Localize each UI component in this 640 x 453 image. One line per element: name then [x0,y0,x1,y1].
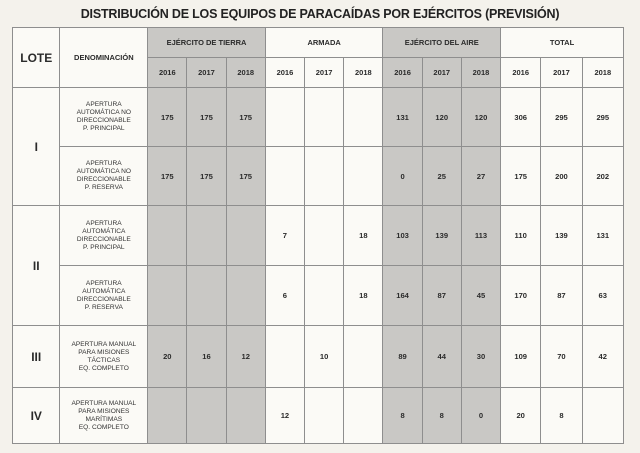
value-cell: 175 [148,147,187,206]
value-cell [305,266,344,326]
value-cell [265,88,304,147]
lote-cell: III [13,326,60,388]
value-cell [305,147,344,206]
value-cell [344,388,383,444]
value-cell: 113 [461,206,500,266]
table-row [13,266,624,326]
table-row [13,88,624,147]
value-cell [344,326,383,388]
value-cell: 139 [541,206,582,266]
value-cell: 200 [541,147,582,206]
denominacion-cell: APERTURA MANUAL PARA MISIONES TÁCTICAS EQ. COMPLETO [60,326,148,388]
year-header: 2018 [582,58,623,88]
header-ejercito-aire: EJÉRCITO DEL AIRE [383,28,501,58]
value-cell: 202 [582,147,623,206]
value-cell [226,388,265,444]
year-header: 2016 [148,58,187,88]
distribution-table [12,27,624,444]
value-cell: 295 [582,88,623,147]
value-cell: 42 [582,326,623,388]
value-cell: 175 [226,147,265,206]
denominacion-cell: APERTURA AUTOMÁTICA DIRECCIONABLE P. PRINCIPAL [60,206,148,266]
year-header: 2016 [265,58,304,88]
denominacion-cell: APERTURA AUTOMÁTICA NO DIRECCIONABLE P. RESERVA [60,147,148,206]
value-cell: 18 [344,266,383,326]
value-cell: 44 [422,326,461,388]
value-cell [305,388,344,444]
year-header: 2018 [344,58,383,88]
value-cell [148,206,187,266]
value-cell: 175 [148,88,187,147]
value-cell [344,88,383,147]
value-cell: 87 [422,266,461,326]
value-cell: 12 [265,388,304,444]
header-lote: LOTE [13,28,60,88]
value-cell [148,266,187,326]
value-cell: 89 [383,326,422,388]
denominacion-cell: APERTURA AUTOMÁTICA DIRECCIONABLE P. RESERVA [60,266,148,326]
value-cell: 63 [582,266,623,326]
value-cell: 131 [383,88,422,147]
value-cell [265,147,304,206]
year-header: 2017 [541,58,582,88]
denominacion-cell: APERTURA AUTOMÁTICA NO DIRECCIONABLE P. PRINCIPAL [60,88,148,147]
value-cell: 120 [422,88,461,147]
value-cell: 8 [541,388,582,444]
year-header: 2016 [383,58,422,88]
value-cell: 20 [501,388,541,444]
value-cell: 131 [582,206,623,266]
table-row [13,147,624,206]
value-cell: 170 [501,266,541,326]
value-cell: 12 [226,326,265,388]
value-cell: 8 [383,388,422,444]
table-row [13,388,624,444]
value-cell: 8 [422,388,461,444]
value-cell [148,388,187,444]
value-cell: 18 [344,206,383,266]
value-cell: 6 [265,266,304,326]
value-cell: 87 [541,266,582,326]
value-cell [187,388,226,444]
value-cell [265,326,304,388]
year-header: 2016 [501,58,541,88]
value-cell: 25 [422,147,461,206]
value-cell: 16 [187,326,226,388]
value-cell: 295 [541,88,582,147]
value-cell: 139 [422,206,461,266]
value-cell: 175 [501,147,541,206]
value-cell [305,206,344,266]
lote-cell: II [13,206,60,326]
value-cell [344,147,383,206]
denominacion-cell: APERTURA MANUAL PARA MISIONES MARÍTIMAS EQ. COMPLETO [60,388,148,444]
year-header: 2018 [461,58,500,88]
value-cell: 27 [461,147,500,206]
year-header: 2017 [305,58,344,88]
value-cell: 7 [265,206,304,266]
value-cell: 10 [305,326,344,388]
table-title: DISTRIBUCIÓN DE LOS EQUIPOS DE PARACAÍDAS POR EJÉRCITOS (PREVISIÓN) [80,7,560,21]
value-cell: 110 [501,206,541,266]
value-cell: 0 [383,147,422,206]
year-header: 2017 [187,58,226,88]
value-cell: 120 [461,88,500,147]
table-row [13,206,624,266]
header-denominacion: DENOMINACIÓN [60,28,148,88]
value-cell: 175 [187,88,226,147]
year-header: 2017 [422,58,461,88]
header-ejercito-tierra: EJÉRCITO DE TIERRA [148,28,266,58]
value-cell [226,266,265,326]
value-cell: 70 [541,326,582,388]
value-cell: 109 [501,326,541,388]
value-cell [582,388,623,444]
value-cell: 164 [383,266,422,326]
value-cell: 0 [461,388,500,444]
value-cell: 20 [148,326,187,388]
value-cell [187,266,226,326]
value-cell: 175 [226,88,265,147]
header-total: TOTAL [501,28,624,58]
value-cell [226,206,265,266]
header-armada: ARMADA [265,28,383,58]
value-cell: 306 [501,88,541,147]
value-cell: 103 [383,206,422,266]
year-header: 2018 [226,58,265,88]
value-cell [305,88,344,147]
lote-cell: I [13,88,60,206]
value-cell: 45 [461,266,500,326]
lote-cell: IV [13,388,60,444]
table-row [13,326,624,388]
value-cell: 30 [461,326,500,388]
value-cell [187,206,226,266]
value-cell: 175 [187,147,226,206]
